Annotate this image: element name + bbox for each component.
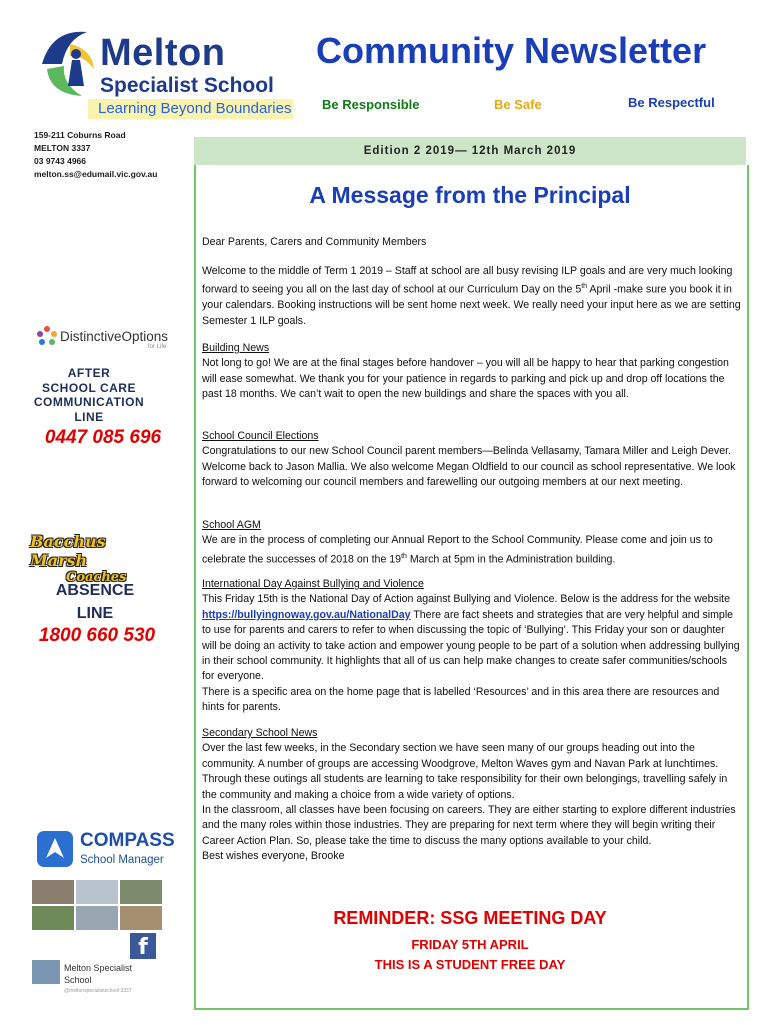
school-phone: 03 9743 4966	[34, 156, 86, 166]
secondary-text-b: In the classroom, all classes have been focusing on careers. They are either starting to explore different industries and the many roles within those industries. They are preparing for next term where they will begin writing their Career Action Plan. So, please take the time to discuss the many options available to your child.	[202, 804, 736, 847]
compass-icon	[36, 830, 74, 868]
council-text: Congratulations to our new School Council parent members—Belinda Vellasamy, Tamara Miller and Leigh Dever. Welcome back to Jason Mallia. We also welcome Megan Oldfield to our council as school representative. We look forward to welcoming our council members and farewelling our outgoing members at our next meeting.	[202, 445, 736, 489]
facebook-page-card[interactable]	[32, 960, 162, 994]
school-name-line1: Melton	[100, 32, 226, 74]
bullying-text-a: This Friday 15th is the National Day of Action against Bullying and Violence. Below is the address for the website	[202, 593, 731, 606]
absence-line1: ABSENCE	[55, 582, 135, 599]
facebook-page-name	[64, 962, 132, 986]
bullying-section	[202, 577, 742, 716]
reminder-date: FRIDAY 5TH APRIL	[411, 937, 529, 952]
intro-sup: th	[581, 283, 588, 291]
compass-name: COMPASS	[80, 830, 175, 851]
bullying-text-c: There is a specific area on the home page that is labelled ‘Resources’ and in this area there are resources and hints for parents.	[202, 685, 720, 714]
agm-heading: School AGM	[202, 519, 261, 531]
signoff: Best wishes everyone, Brooke	[202, 850, 345, 863]
after-school-label	[4, 366, 174, 424]
intro-text-b: April -make sure you book it in your calendars. Booking instructions will be sent home next week. We really need your input here as we are setting Semester 1 ILP goals.	[202, 283, 741, 327]
council-heading: School Council Elections	[202, 430, 319, 442]
intro-text-a: Welcome to the middle of Term 1 2019 – Staff at school are all busy revising ILP goals and are very much looking forward to seeing you all on the last day of school at our Curriculum Day on the 5	[202, 265, 733, 296]
facebook-page-thumbnail	[32, 960, 60, 984]
council-section	[202, 429, 742, 491]
agm-text-b: March at 5pm in the Administration building.	[406, 553, 616, 566]
value-responsible: Be Responsible	[322, 97, 420, 112]
bullying-link[interactable]: https://bullyingnoway.gov.au/NationalDay	[202, 608, 411, 621]
secondary-section	[202, 726, 742, 865]
facebook-page-handle: @meltonspecialistschool 3337	[64, 988, 132, 994]
agm-section	[202, 518, 742, 568]
distinctive-options-name: DistinctiveOptions	[60, 329, 169, 344]
distinctive-options-sub: for Life	[148, 344, 167, 350]
bacchus-line2: Coaches	[66, 570, 127, 585]
bullying-heading: International Day Against Bullying and Violence	[202, 578, 424, 590]
value-respectful: Be Respectful	[628, 95, 715, 110]
intro-paragraph	[202, 264, 742, 329]
school-tagline: Learning Beyond Boundaries	[98, 100, 292, 117]
address-line2: MELTON 3337	[34, 143, 91, 153]
school-logo	[18, 18, 298, 123]
reminder-title: REMINDER: SSG MEETING DAY	[333, 908, 607, 928]
reminder-block	[194, 908, 746, 972]
after-line1: AFTER	[67, 366, 111, 380]
facebook-icon[interactable]: f	[130, 933, 156, 959]
compass-logo[interactable]	[36, 830, 176, 870]
address-line1: 159-211 Coburns Road	[34, 130, 126, 140]
absence-phone[interactable]: 1800 660 530	[38, 625, 156, 646]
edition-banner: Edition 2 2019— 12th March 2019	[194, 137, 746, 165]
after-line4: LINE	[74, 409, 104, 424]
bullying-text-b: There are fact sheets and strategies that are very helpful and simple to use for parents and carers to refer to when discussing the topic of ‘Bullying’. This Friday your son or daughter will be doing an activity to take action and empower young people to be part of a solution when addressing bullying in their school community. It highlights that all of us can help make changes to create safer communities/schools for everyone.	[202, 608, 740, 683]
distinctive-options-logo	[36, 323, 176, 359]
message-title: A Message from the Principal	[309, 182, 631, 208]
agm-sup: th	[401, 552, 407, 560]
school-contact	[34, 129, 157, 181]
fb-name-line2: School	[64, 975, 92, 985]
absence-label	[10, 579, 180, 625]
bacchus-line1: Bacchus Marsh	[30, 532, 106, 570]
building-text: Not long to go! We are at the final stages before handover – you will all be happy to hear that parking congestion will ease somewhat. We thank you for your patience in regards to parking and pick up and drop off locations the past 18 months. We can’t wait to open the new buildings and share the spaces with you all.	[202, 357, 729, 401]
after-line3: COMMUNICATION	[33, 395, 145, 409]
school-photo-collage	[32, 880, 162, 930]
greeting: Dear Parents, Carers and Community Members	[202, 236, 427, 248]
school-name-line2: Specialist School	[100, 74, 274, 97]
compass-sub: School Manager	[80, 854, 164, 866]
building-news-section	[202, 341, 742, 403]
fb-name-line1: Melton Specialist	[64, 963, 133, 973]
value-safe: Be Safe	[494, 97, 542, 112]
agm-text-a: We are in the process of completing our Annual Report to the School Community. Please come and join us to celebrate the successes of 2018 on the 19	[202, 534, 713, 566]
building-heading: Building News	[202, 342, 270, 354]
secondary-text-a: Over the last few weeks, in the Secondary section we have seen many of our groups heading out into the community. A number of groups are accessing Woodgrove, Melton Waves gym and Navan Park at lunchtimes. Through these outings all students are learning to take responsibility for their own belongings, travelling safely in the community and making a choice from a wide variety of options.	[202, 742, 728, 801]
school-email[interactable]: melton.ss@edumail.vic.gov.au	[34, 169, 158, 179]
secondary-heading: Secondary School News	[202, 727, 318, 739]
after-line2: SCHOOL CARE	[42, 380, 136, 395]
absence-line2: LINE	[76, 605, 114, 622]
distinctive-options-icon	[36, 325, 58, 347]
newsletter-title: Community Newsletter	[316, 30, 707, 71]
after-school-phone[interactable]: 0447 085 696	[44, 427, 162, 448]
reminder-note: THIS IS A STUDENT FREE DAY	[374, 957, 566, 972]
bacchus-marsh-logo	[30, 532, 160, 585]
